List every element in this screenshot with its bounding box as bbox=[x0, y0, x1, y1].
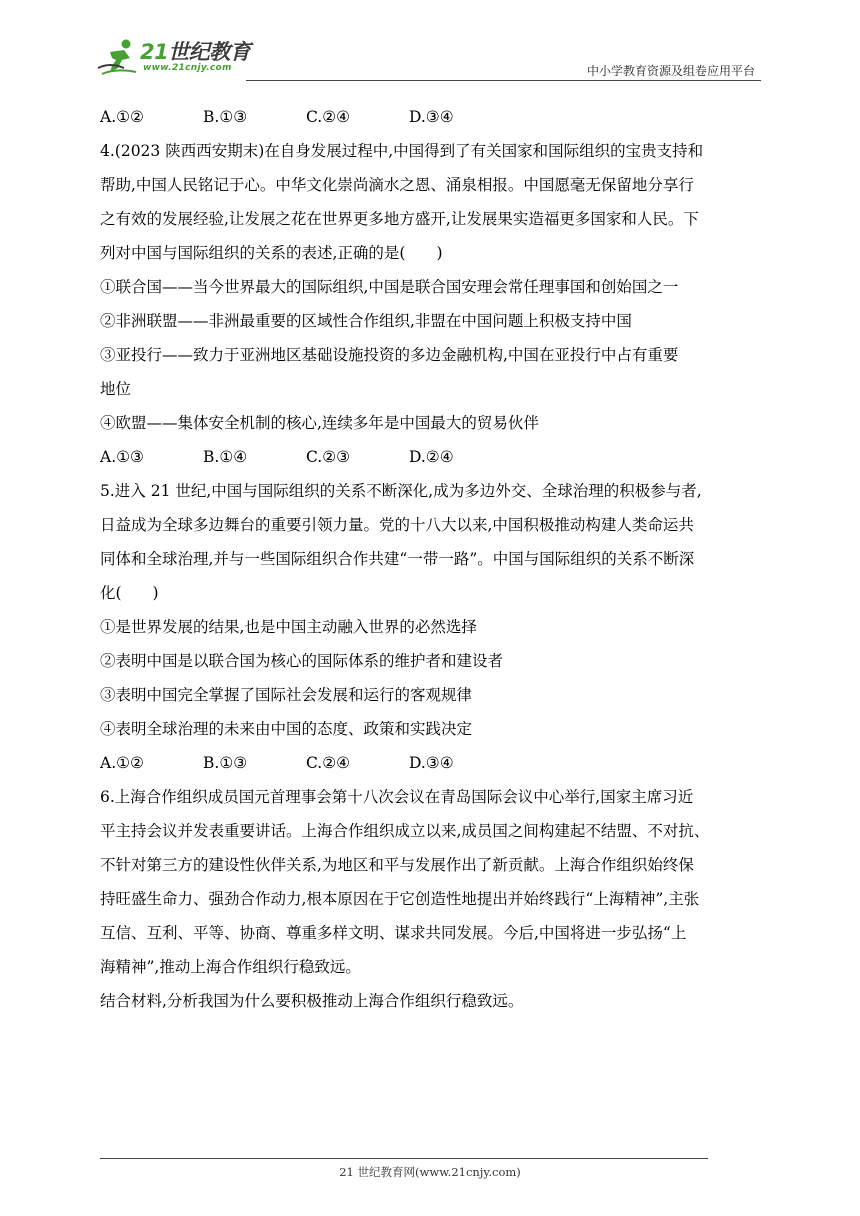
q6-line: 互信、互利、平等、协商、尊重多样文明、谋求共同发展。今后,中国将进一步弘扬“上 bbox=[100, 924, 687, 942]
q4-statement: ③亚投行——致力于亚洲地区基础设施投资的多边金融机构,中国在亚投行中占有重要 bbox=[100, 346, 679, 364]
footer-divider bbox=[100, 1158, 708, 1159]
q5-line: 同体和全球治理,并与一些国际组织合作共建“一带一路”。中国与国际组织的关系不断深 bbox=[100, 550, 695, 568]
q5-statement: ③表明中国完全掌握了国际社会发展和运行的客观规律 bbox=[100, 686, 473, 704]
option-c: C.②④ bbox=[306, 108, 351, 126]
page-header bbox=[96, 34, 761, 82]
q4-line: 帮助,中国人民铭记于心。中华文化崇尚滴水之恩、涌泉相报。中国愿毫无保留地分享行 bbox=[100, 176, 694, 194]
option-b: B.①④ bbox=[203, 448, 248, 466]
q4-options bbox=[100, 440, 766, 474]
option-b: B.①③ bbox=[203, 108, 248, 126]
logo-name: 世纪教育 bbox=[168, 40, 251, 64]
q6-line: 不针对第三方的建设性伙伴关系,为地区和平与发展作出了新贡献。上海合作组织始终保 bbox=[100, 856, 694, 874]
q4-line: 4.(2023 陕西西安期末)在自身发展过程中,中国得到了有关国家和国际组织的宝贵支持和 bbox=[100, 142, 704, 160]
question-6 bbox=[100, 780, 766, 1018]
option-b: B.①③ bbox=[203, 754, 248, 772]
q6-line: 平主持会议并发表重要讲话。上海合作组织成立以来,成员国之间构建起不结盟、不对抗、 bbox=[100, 822, 710, 840]
q6-prompt: 结合材料,分析我国为什么要积极推动上海合作组织行稳致远。 bbox=[100, 992, 524, 1010]
page-footer: 21 世纪教育网(www.21cnjy.com) bbox=[339, 1165, 521, 1179]
runner-logo-icon bbox=[96, 38, 140, 76]
q5-statement: ①是世界发展的结果,也是中国主动融入世界的必然选择 bbox=[100, 618, 477, 636]
logo bbox=[96, 34, 256, 80]
q4-statement: ①联合国——当今世界最大的国际组织,中国是联合国安理会常任理事国和创始国之一 bbox=[100, 278, 679, 296]
q4-statement: 地位 bbox=[100, 380, 132, 398]
option-c: C.②③ bbox=[306, 448, 351, 466]
q4-statement: ②非洲联盟——非洲最重要的区域性合作组织,非盟在中国问题上积极支持中国 bbox=[100, 312, 632, 330]
option-a: A.①② bbox=[100, 108, 144, 126]
option-a: A.①② bbox=[100, 754, 144, 772]
document-body bbox=[100, 100, 766, 1018]
q6-line: 6.上海合作组织成员国元首理事会第十八次会议在青岛国际会议中心举行,国家主席习近 bbox=[100, 788, 694, 806]
logo-number: 21 bbox=[140, 40, 169, 64]
q5-line: 日益成为全球多边舞台的重要引领力量。党的十八大以来,中国积极推动构建人类命运共 bbox=[100, 516, 694, 534]
option-d: D.③④ bbox=[409, 754, 454, 772]
q4-line: 之有效的发展经验,让发展之花在世界更多地方盛开,让发展果实造福更多国家和人民。下 bbox=[100, 210, 699, 228]
q5-line: 化( ) bbox=[100, 584, 159, 602]
header-divider bbox=[246, 80, 761, 81]
q5-options bbox=[100, 746, 766, 780]
option-c: C.②④ bbox=[306, 754, 351, 772]
question-5 bbox=[100, 474, 766, 780]
platform-title: 中小学教育资源及组卷应用平台 bbox=[586, 64, 755, 78]
q4-line: 列对中国与国际组织的关系的表述,正确的是( ) bbox=[100, 244, 443, 262]
q5-line: 5.进入 21 世纪,中国与国际组织的关系不断深化,成为多边外交、全球治理的积极参与者, bbox=[100, 482, 702, 500]
q5-statement: ②表明中国是以联合国为核心的国际体系的维护者和建设者 bbox=[100, 652, 504, 670]
q4-statement: ④欧盟——集体安全机制的核心,连续多年是中国最大的贸易伙伴 bbox=[100, 414, 539, 432]
logo-url: www.21cnjy.com bbox=[143, 63, 232, 73]
logo-text bbox=[140, 36, 250, 66]
option-d: D.③④ bbox=[409, 108, 454, 126]
q5-statement: ④表明全球治理的未来由中国的态度、政策和实践决定 bbox=[100, 720, 473, 738]
q6-line: 持旺盛生命力、强劲合作动力,根本原因在于它创造性地提出并始终践行“上海精神”,主张 bbox=[100, 890, 700, 908]
option-a: A.①③ bbox=[100, 448, 144, 466]
question-4 bbox=[100, 134, 766, 474]
q3-options bbox=[100, 100, 766, 134]
option-d: D.②④ bbox=[409, 448, 454, 466]
q6-line: 海精神”,推动上海合作组织行稳致远。 bbox=[100, 958, 361, 976]
